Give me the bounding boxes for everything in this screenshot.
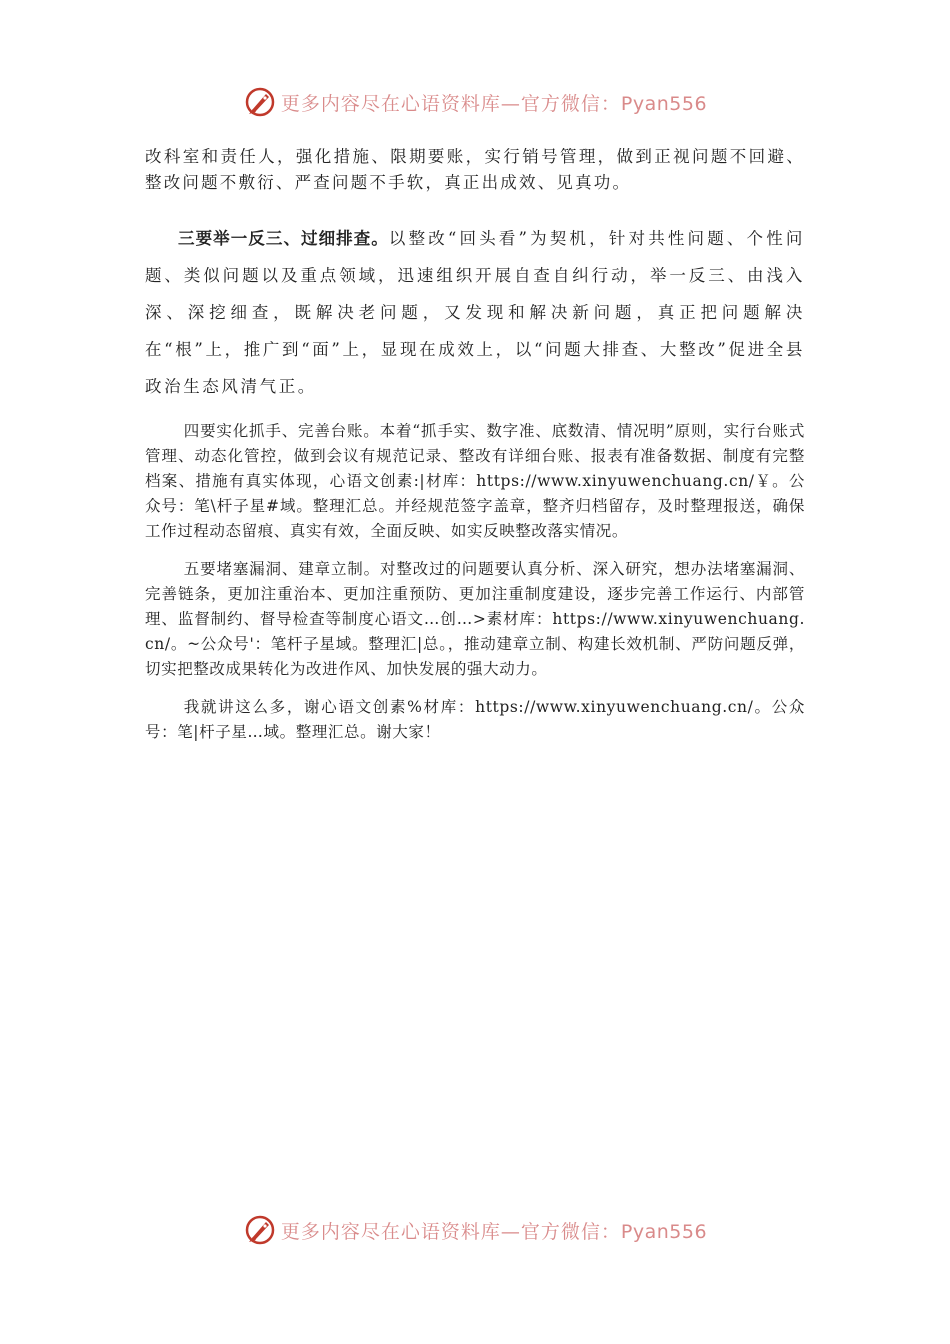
banner-text: 更多内容尽在心语资料库—官方微信： (280, 92, 621, 115)
wechat-id: Pyan556 (620, 1220, 708, 1243)
document-body (145, 144, 805, 745)
paragraph-1: 改科室和责任人，强化措施、限期要账，实行销号管理，做到正视问题不回避、整改问题不敷衍、严查问题不手软，真正出成效、见真功。 (145, 147, 805, 192)
paragraph-3: 四要实化抓手、完善台账。本着“抓手实、数字准、底数清、情况明”原则，实行台账式管理、动态化管控，做到会议有规范记录、整改有详细台账、报表有准备数据、制度有完整档案、措施有真实体现，心语文创素:|材库：https://www.xinyuwenchuang.cn/￥。公众号：笔\杆子星#域。整理汇总。并经规范签字盖章，整齐归档留存，及时整理报送，确保工作过程动态留痕、真实有效，全面反映、如实反映整改落实情况。 (145, 422, 805, 540)
paragraph-4: 五要堵塞漏洞、建章立制。对整改过的问题要认真分析、深入研究，想办法堵塞漏洞、完善链条，更加注重治本、更加注重预防、更加注重制度建设，逐步完善工作运行、内部管理、监督制约、督导检查等制度心语文…创…>素材库：https://www.xinyuwenchuang.cn/。~公众号'：笔杆子星域。整理汇|总。，推动建章立制、构建长效机制、严防问题反弹，切实把整改成果转化为改进作风、加快发展的强大动力。 (145, 560, 805, 678)
pen-nib-logo-icon (243, 85, 277, 119)
pen-nib-logo-icon (243, 1213, 277, 1247)
paragraph-2-body: 以整改“回头看”为契机，针对共性问题、个性问题、类似问题以及重点领域，迅速组织开展自查自纠行动，举一反三、由浅入深、深挖细查，既解决老问题，又发现和解决新问题，真正把问题解决在“根”上，推广到“面”上，显现在成效上，以“问题大排查、大整改”促进全县政治生态风清气正。 (145, 229, 806, 396)
wechat-id: Pyan556 (620, 92, 708, 115)
banner-text: 更多内容尽在心语资料库—官方微信： (280, 1220, 621, 1243)
paragraph-2 (145, 220, 805, 405)
paragraph-5: 我就讲这么多，谢心语文创素%材库：https://www.xinyuwenchuang.cn/。公众号：笔|杆子星…域。整理汇总。谢大家！ (145, 698, 805, 741)
header-banner (0, 82, 950, 122)
footer-banner (0, 1210, 950, 1250)
paragraph-2-heading: 三要举一反三、过细排查。 (178, 229, 389, 248)
